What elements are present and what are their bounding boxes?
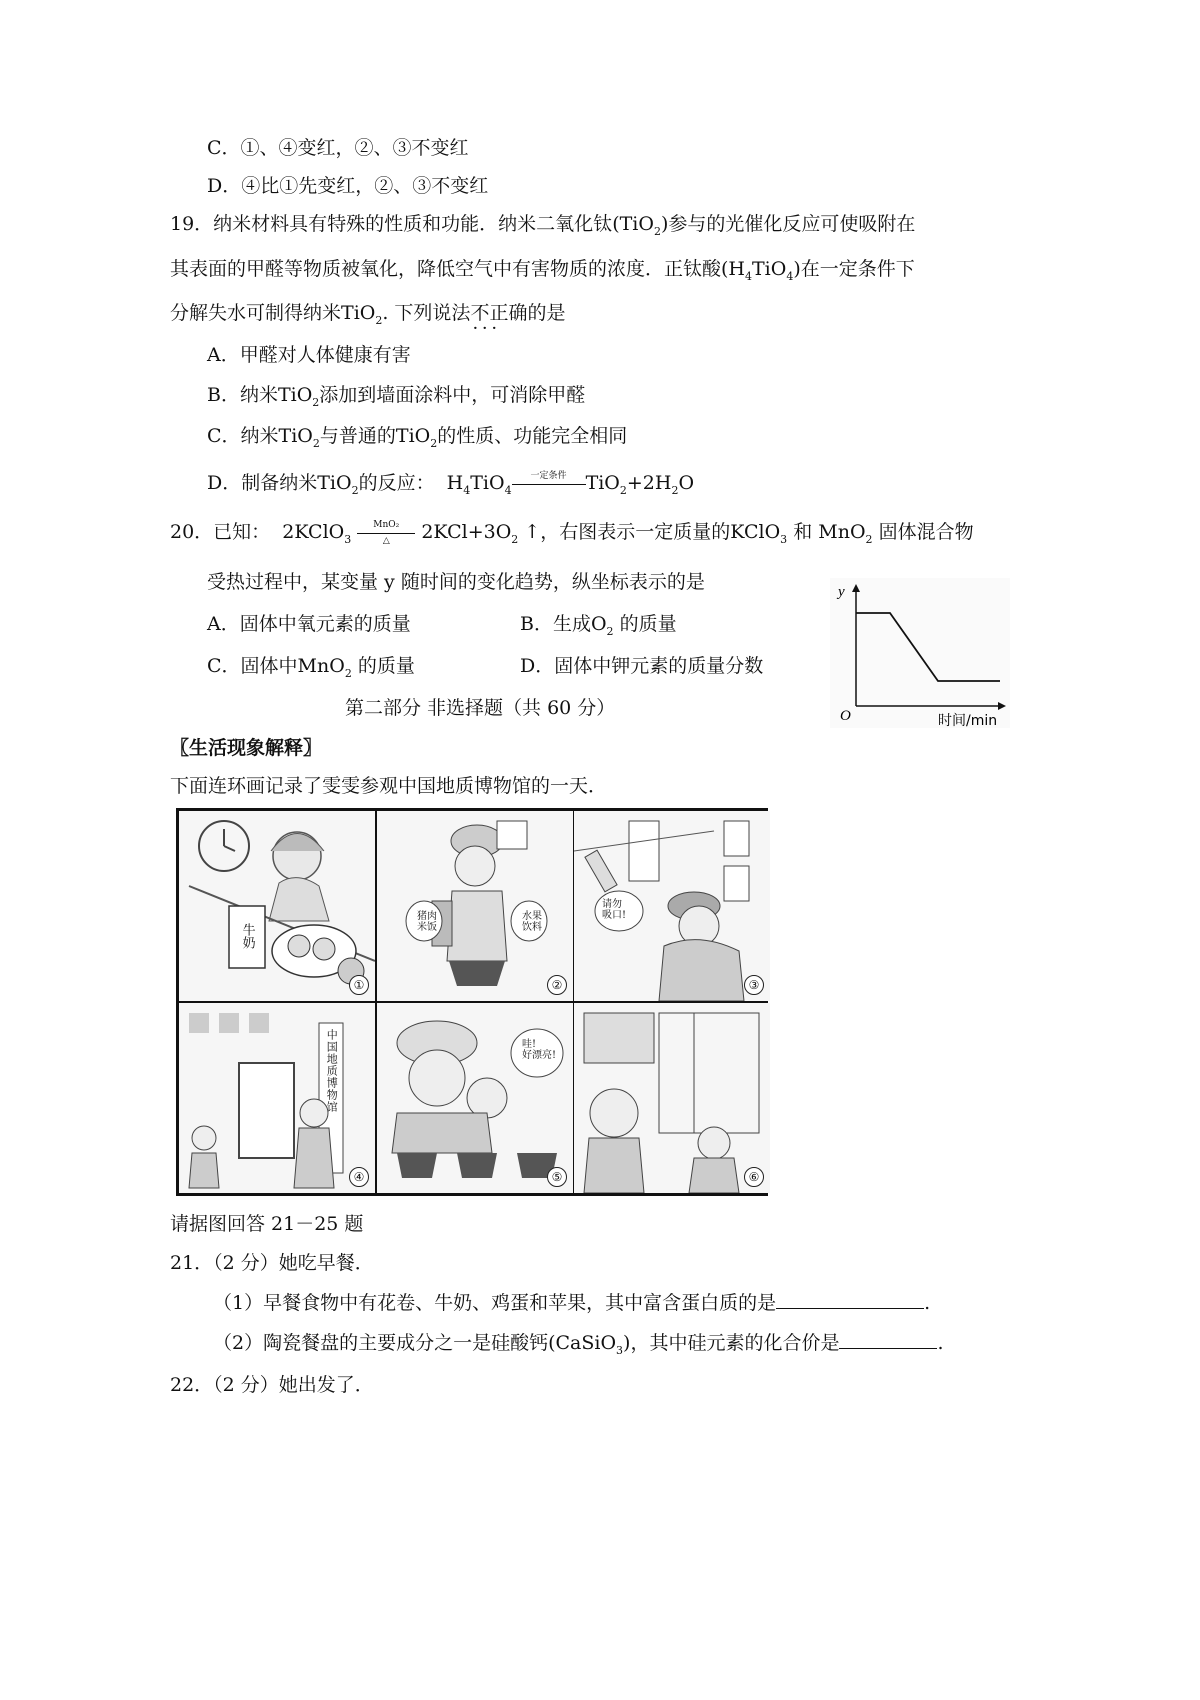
q19-stem-line1: 19．纳米材料具有特殊的性质和功能．纳米二氧化钛(TiO$_2$)参与的光催化反应可使吸附在	[170, 213, 916, 238]
q19-option-a: A．甲醛对人体健康有害	[207, 344, 411, 366]
bubble-no-eating: 请勿 吸口!	[602, 899, 627, 921]
part2-title: 第二部分 非选择题（共 60 分）	[345, 697, 616, 719]
q19-option-d: D．制备纳米TiO$_2$的反应： $H_4TiO_4$ 一定条件 $TiO_2+2H_2O$	[207, 471, 695, 497]
q21-stem: 21．（2 分）她吃早餐．	[170, 1252, 374, 1274]
bubble-drink: 水果 饮料	[522, 911, 542, 933]
q19-stem-line2: 其表面的甲醛等物质被氧化，降低空气中有害物质的浓度．正钛酸$(H_4TiO_4)$在一定条件下	[170, 258, 915, 283]
panel-number: ⑥	[744, 1167, 764, 1187]
comic-panel-4	[179, 1003, 375, 1193]
emphasis-not-correct: 不正确 · · ·	[470, 302, 527, 324]
y-axis-label: y	[838, 584, 845, 600]
answer-prompt: 请据图回答 21－25 题	[170, 1213, 364, 1235]
comic-panel-3	[574, 811, 770, 1001]
q19-option-b: B．纳米TiO$_2$添加到墙面涂料中，可消除甲醛	[207, 384, 586, 409]
milk-label: 牛奶	[239, 923, 255, 949]
comic-panel-2	[377, 811, 573, 1001]
panel-number: ⑤	[547, 1167, 567, 1187]
bubble-wow: 哇! 好漂亮!	[522, 1039, 557, 1061]
q19-option-c: C．纳米TiO$_2$与普通的TiO$_2$的性质、功能完全相同	[207, 425, 628, 450]
q18-option-c: C．①、④变红，②、③不变红	[207, 137, 469, 159]
panel-number: ②	[547, 975, 567, 995]
museum-sign: 中国地质博物馆	[325, 1029, 339, 1113]
answer-blank[interactable]	[839, 1330, 937, 1349]
q22-stem: 22．（2 分）她出发了．	[170, 1374, 374, 1396]
comic-panel-5	[377, 1003, 573, 1193]
reaction-arrow-heat: MnO₂ △	[357, 526, 415, 540]
panel-number: ①	[349, 975, 369, 995]
x-axis-label: 时间/min	[938, 713, 998, 728]
bubble-food: 猪肉 米饭	[417, 911, 437, 933]
comic-strip	[176, 808, 768, 1196]
q20-option-b: B．生成$O_2$ 的质量	[520, 613, 677, 638]
q20-option-a: A．固体中氧元素的质量	[207, 613, 411, 635]
q20-option-d: D．固体中钾元素的质量分数	[520, 655, 764, 677]
q19-stem-line3: 分解失水可制得纳米TiO$_2$. 下列说法不正确 · · ·的是	[170, 302, 565, 325]
section-heading: 〖生活现象解释〗	[170, 737, 323, 759]
panel-number: ④	[349, 1167, 369, 1187]
q20-option-c: C．固体中MnO$_2$ 的质量	[207, 655, 415, 680]
origin-label: O	[840, 708, 851, 724]
panel-number: ③	[744, 975, 764, 995]
q21-sub1: （1）早餐食物中有花卷、牛奶、鸡蛋和苹果，其中富含蛋白质的是 .	[213, 1292, 931, 1314]
comic-panel-6	[574, 1003, 770, 1193]
comic-intro: 下面连环画记录了雯雯参观中国地质博物馆的一天．	[170, 775, 608, 797]
answer-blank[interactable]	[776, 1290, 924, 1309]
q20-stem-line1: 20．已知： 2KClO$_3$ MnO₂ △ $2KCl+3O_2$ ↑，右图表示一定质量的KClO$_3$ 和 MnO$_2$ 固体混合物	[170, 520, 974, 546]
reaction-arrow: 一定条件	[512, 477, 586, 491]
q20-stem-line2: 受热过程中，某变量 y 随时间的变化趋势，纵坐标表示的是	[207, 571, 705, 593]
q18-option-d: D．④比①先变红，②、③不变红	[207, 175, 489, 197]
q20-graph	[830, 578, 1010, 728]
comic-panel-1	[179, 811, 375, 1001]
q21-sub2: （2）陶瓷餐盘的主要成分之一是硅酸钙(CaSiO$_3$)，其中硅元素的化合价是 .	[213, 1332, 944, 1357]
